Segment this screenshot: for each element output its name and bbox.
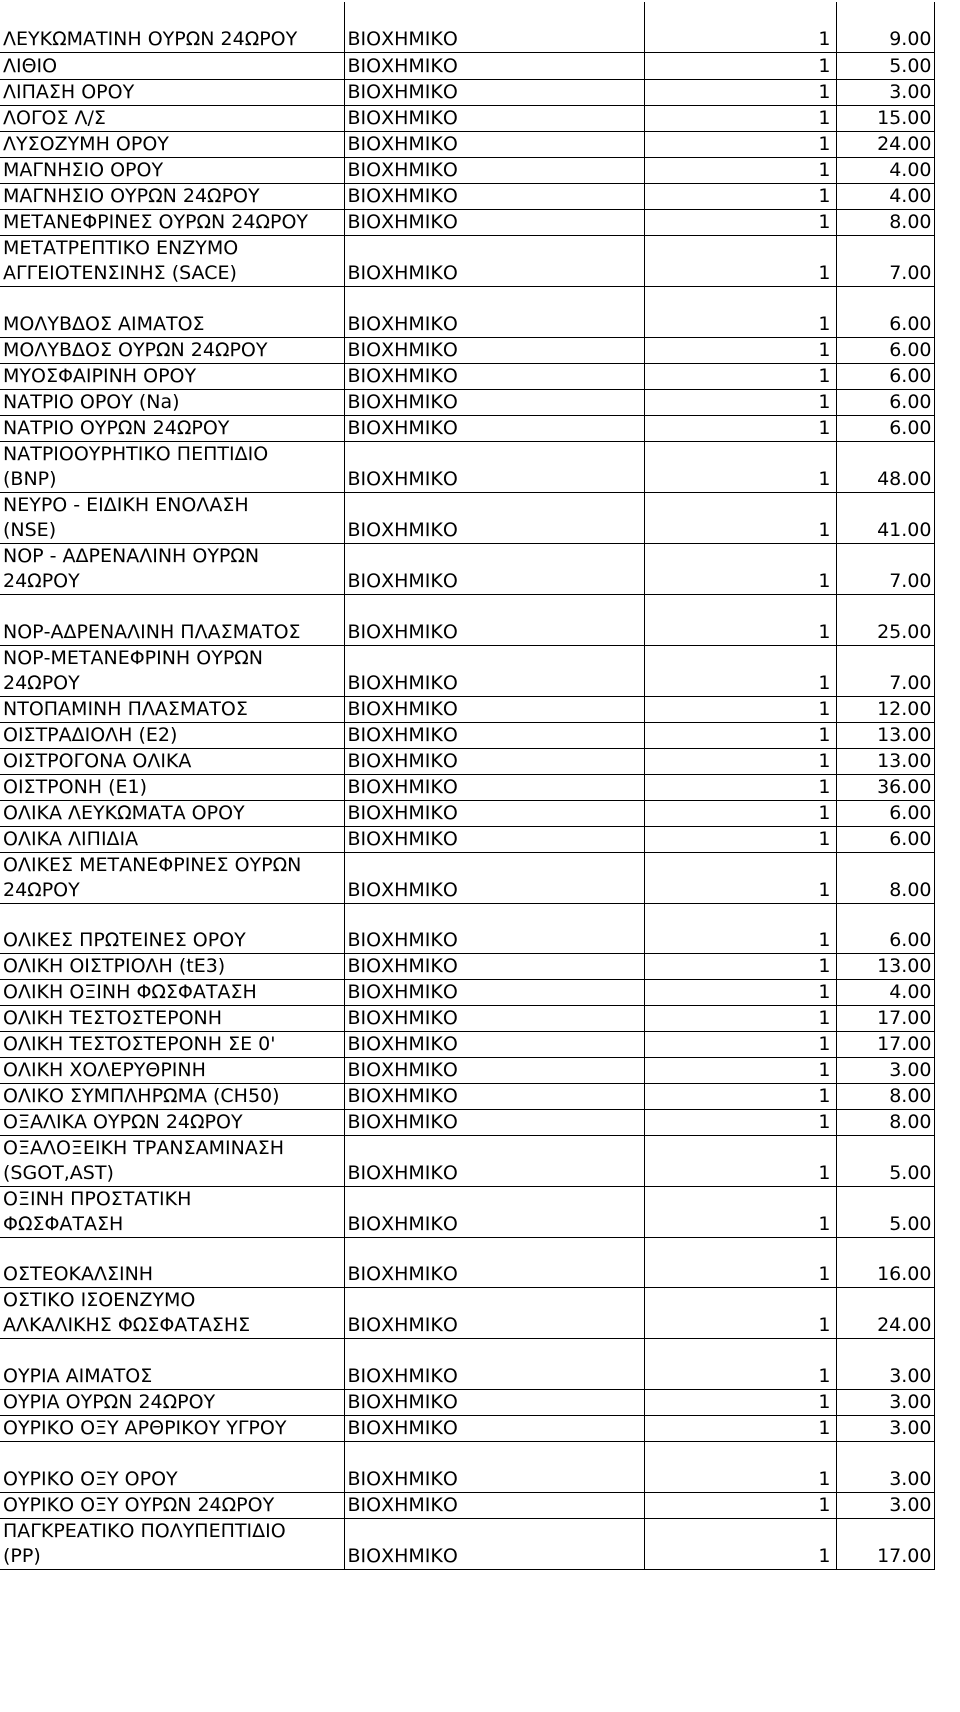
table-row: [0, 1186, 934, 1237]
category-cell: ΒΙΟΧΗΜΙΚΟ: [344, 1031, 644, 1057]
test-name-cell: ΜΕΤΑΝΕΦΡΙΝΕΣ ΟΥΡΩΝ 24ΩΡΟΥ: [0, 209, 344, 235]
quantity-cell: 1: [644, 543, 836, 594]
price-cell: 6.00: [836, 337, 934, 363]
quantity-cell: 1: [644, 1057, 836, 1083]
table-row: [0, 979, 934, 1005]
table-row: [0, 852, 934, 903]
quantity-cell: 1: [644, 209, 836, 235]
quantity-cell: 1: [644, 1441, 836, 1492]
category-cell: ΒΙΟΧΗΜΙΚΟ: [344, 183, 644, 209]
price-cell: 5.00: [836, 52, 934, 79]
category-cell: ΒΙΟΧΗΜΙΚΟ: [344, 748, 644, 774]
price-cell: 13.00: [836, 953, 934, 979]
quantity-cell: 1: [644, 1135, 836, 1186]
test-name-cell: ΜΥΟΣΦΑΙΡΙΝΗ ΟΡΟΥ: [0, 363, 344, 389]
quantity-cell: 1: [644, 492, 836, 543]
category-cell: ΒΙΟΧΗΜΙΚΟ: [344, 979, 644, 1005]
table-row: [0, 774, 934, 800]
lab-tests-price-table: [0, 2, 935, 1570]
category-cell: ΒΙΟΧΗΜΙΚΟ: [344, 441, 644, 492]
test-name-cell: ΟΛΙΚΗ ΧΟΛΕΡΥΘΡΙΝΗ: [0, 1057, 344, 1083]
test-name-cell: ΛΕΥΚΩΜΑΤΙΝΗ ΟΥΡΩΝ 24ΩΡΟΥ: [0, 2, 344, 52]
test-name-cell: ΛΟΓΟΣ Λ/Σ: [0, 105, 344, 131]
quantity-cell: 1: [644, 1338, 836, 1389]
table-row: [0, 800, 934, 826]
quantity-cell: 1: [644, 774, 836, 800]
price-cell: 7.00: [836, 235, 934, 286]
price-cell: 17.00: [836, 1005, 934, 1031]
test-name-cell: ΟΙΣΤΡΟΓΟΝΑ ΟΛΙΚΑ: [0, 748, 344, 774]
quantity-cell: 1: [644, 1109, 836, 1135]
table-row: [0, 903, 934, 953]
price-cell: 25.00: [836, 594, 934, 645]
category-cell: ΒΙΟΧΗΜΙΚΟ: [344, 774, 644, 800]
test-name-cell: ΟΛΙΚΗ ΤΕΣΤΟΣΤΕΡΟΝΗ: [0, 1005, 344, 1031]
category-cell: ΒΙΟΧΗΜΙΚΟ: [344, 337, 644, 363]
quantity-cell: 1: [644, 1031, 836, 1057]
table-row: [0, 953, 934, 979]
category-cell: ΒΙΟΧΗΜΙΚΟ: [344, 363, 644, 389]
table-row: [0, 363, 934, 389]
table-row: [0, 748, 934, 774]
table-row: [0, 1389, 934, 1415]
price-cell: 7.00: [836, 543, 934, 594]
price-cell: 6.00: [836, 286, 934, 337]
test-name-cell: ΝΑΤΡΙΟ ΟΥΡΩΝ 24ΩΡΟΥ: [0, 415, 344, 441]
price-cell: 3.00: [836, 1338, 934, 1389]
table-row: [0, 209, 934, 235]
price-cell: 8.00: [836, 852, 934, 903]
category-cell: ΒΙΟΧΗΜΙΚΟ: [344, 415, 644, 441]
category-cell: ΒΙΟΧΗΜΙΚΟ: [344, 1415, 644, 1441]
category-cell: ΒΙΟΧΗΜΙΚΟ: [344, 645, 644, 696]
category-cell: ΒΙΟΧΗΜΙΚΟ: [344, 1083, 644, 1109]
test-name-cell: ΝΕΥΡΟ - ΕΙΔΙΚΗ ΕΝΟΛΑΣΗ (NSE): [0, 492, 344, 543]
test-name-cell: ΟΙΣΤΡΟΝΗ (Ε1): [0, 774, 344, 800]
category-cell: ΒΙΟΧΗΜΙΚΟ: [344, 157, 644, 183]
table-row: [0, 131, 934, 157]
price-cell: 3.00: [836, 79, 934, 105]
test-name-cell: ΟΞΑΛΙΚΑ ΟΥΡΩΝ 24ΩΡΟΥ: [0, 1109, 344, 1135]
quantity-cell: 1: [644, 389, 836, 415]
quantity-cell: 1: [644, 800, 836, 826]
price-cell: 7.00: [836, 645, 934, 696]
test-name-cell: ΟΞΑΛΟΞΕΙΚΗ ΤΡΑΝΣΑΜΙΝΑΣΗ (SGOT,AST): [0, 1135, 344, 1186]
test-name-cell: ΝΟΡ-ΑΔΡΕΝΑΛΙΝΗ ΠΛΑΣΜΑΤΟΣ: [0, 594, 344, 645]
quantity-cell: 1: [644, 235, 836, 286]
test-name-cell: ΟΞΙΝΗ ΠΡΟΣΤΑΤΙΚΗ ΦΩΣΦΑΤΑΣΗ: [0, 1186, 344, 1237]
category-cell: ΒΙΟΧΗΜΙΚΟ: [344, 1518, 644, 1569]
test-name-cell: ΟΛΙΚΑ ΛΕΥΚΩΜΑΤΑ ΟΡΟΥ: [0, 800, 344, 826]
category-cell: ΒΙΟΧΗΜΙΚΟ: [344, 1109, 644, 1135]
price-cell: 3.00: [836, 1389, 934, 1415]
table-row: [0, 1441, 934, 1492]
quantity-cell: 1: [644, 1389, 836, 1415]
category-cell: ΒΙΟΧΗΜΙΚΟ: [344, 722, 644, 748]
table-row: [0, 1005, 934, 1031]
price-cell: 13.00: [836, 722, 934, 748]
test-name-cell: ΜΕΤΑΤΡΕΠΤΙΚΟ ΕΝΖΥΜΟ ΑΓΓΕΙΟΤΕΝΣΙΝΗΣ (SACE): [0, 235, 344, 286]
category-cell: ΒΙΟΧΗΜΙΚΟ: [344, 1441, 644, 1492]
test-name-cell: ΟΣΤΕΟΚΑΛΣΙΝΗ: [0, 1237, 344, 1287]
table-row: [0, 1083, 934, 1109]
table-row: [0, 826, 934, 852]
price-cell: 8.00: [836, 1109, 934, 1135]
test-name-cell: ΛΙΘΙΟ: [0, 52, 344, 79]
price-cell: 4.00: [836, 157, 934, 183]
quantity-cell: 1: [644, 645, 836, 696]
quantity-cell: 1: [644, 363, 836, 389]
quantity-cell: 1: [644, 852, 836, 903]
price-cell: 3.00: [836, 1492, 934, 1518]
table-row: [0, 441, 934, 492]
test-name-cell: ΝΟΡ - ΑΔΡΕΝΑΛΙΝΗ ΟΥΡΩΝ 24ΩΡΟΥ: [0, 543, 344, 594]
price-cell: 15.00: [836, 105, 934, 131]
category-cell: ΒΙΟΧΗΜΙΚΟ: [344, 1057, 644, 1083]
test-name-cell: ΛΙΠΑΣΗ ΟΡΟΥ: [0, 79, 344, 105]
quantity-cell: 1: [644, 131, 836, 157]
test-name-cell: ΟΛΙΚΕΣ ΜΕΤΑΝΕΦΡΙΝΕΣ ΟΥΡΩΝ 24ΩΡΟΥ: [0, 852, 344, 903]
test-name-cell: ΟΙΣΤΡΑΔΙΟΛΗ (Ε2): [0, 722, 344, 748]
test-name-cell: ΠΑΓΚΡΕΑΤΙΚΟ ΠΟΛΥΠΕΠΤΙΔΙΟ (PP): [0, 1518, 344, 1569]
test-name-cell: ΟΥΡΙΚΟ ΟΞΥ ΟΥΡΩΝ 24ΩΡΟΥ: [0, 1492, 344, 1518]
price-cell: 17.00: [836, 1031, 934, 1057]
price-cell: 6.00: [836, 826, 934, 852]
price-cell: 24.00: [836, 131, 934, 157]
category-cell: ΒΙΟΧΗΜΙΚΟ: [344, 1135, 644, 1186]
test-name-cell: ΟΣΤΙΚΟ ΙΣΟΕΝΖΥΜΟ ΑΛΚΑΛΙΚΗΣ ΦΩΣΦΑΤΑΣΗΣ: [0, 1287, 344, 1338]
price-cell: 3.00: [836, 1057, 934, 1083]
price-cell: 3.00: [836, 1441, 934, 1492]
table-row: [0, 696, 934, 722]
category-cell: ΒΙΟΧΗΜΙΚΟ: [344, 543, 644, 594]
category-cell: ΒΙΟΧΗΜΙΚΟ: [344, 1338, 644, 1389]
category-cell: ΒΙΟΧΗΜΙΚΟ: [344, 286, 644, 337]
quantity-cell: 1: [644, 696, 836, 722]
category-cell: ΒΙΟΧΗΜΙΚΟ: [344, 492, 644, 543]
table-row: [0, 235, 934, 286]
table-row: [0, 415, 934, 441]
price-cell: 13.00: [836, 748, 934, 774]
category-cell: ΒΙΟΧΗΜΙΚΟ: [344, 953, 644, 979]
table-row: [0, 594, 934, 645]
test-name-cell: ΟΛΙΚΗ ΟΞΙΝΗ ΦΩΣΦΑΤΑΣΗ: [0, 979, 344, 1005]
table-row: [0, 1338, 934, 1389]
category-cell: ΒΙΟΧΗΜΙΚΟ: [344, 105, 644, 131]
quantity-cell: 1: [644, 903, 836, 953]
quantity-cell: 1: [644, 1083, 836, 1109]
quantity-cell: 1: [644, 52, 836, 79]
quantity-cell: 1: [644, 79, 836, 105]
price-cell: 4.00: [836, 183, 934, 209]
test-name-cell: ΝΟΡ-ΜΕΤΑΝΕΦΡΙΝΗ ΟΥΡΩΝ 24ΩΡΟΥ: [0, 645, 344, 696]
quantity-cell: 1: [644, 2, 836, 52]
price-cell: 24.00: [836, 1287, 934, 1338]
price-cell: 3.00: [836, 1415, 934, 1441]
quantity-cell: 1: [644, 953, 836, 979]
quantity-cell: 1: [644, 105, 836, 131]
test-name-cell: ΟΥΡΙΑ ΑΙΜΑΤΟΣ: [0, 1338, 344, 1389]
price-cell: 16.00: [836, 1237, 934, 1287]
table-row: [0, 1109, 934, 1135]
table-row: [0, 79, 934, 105]
table-body: [0, 2, 934, 1569]
quantity-cell: 1: [644, 722, 836, 748]
table-row: [0, 389, 934, 415]
category-cell: ΒΙΟΧΗΜΙΚΟ: [344, 389, 644, 415]
quantity-cell: 1: [644, 1237, 836, 1287]
quantity-cell: 1: [644, 1518, 836, 1569]
category-cell: ΒΙΟΧΗΜΙΚΟ: [344, 52, 644, 79]
price-cell: 6.00: [836, 800, 934, 826]
category-cell: ΒΙΟΧΗΜΙΚΟ: [344, 826, 644, 852]
test-name-cell: ΝΤΟΠΑΜΙΝΗ ΠΛΑΣΜΑΤΟΣ: [0, 696, 344, 722]
quantity-cell: 1: [644, 826, 836, 852]
test-name-cell: ΟΛΙΚΕΣ ΠΡΩΤΕΙΝΕΣ ΟΡΟΥ: [0, 903, 344, 953]
price-cell: 8.00: [836, 209, 934, 235]
table-row: [0, 543, 934, 594]
price-cell: 41.00: [836, 492, 934, 543]
category-cell: ΒΙΟΧΗΜΙΚΟ: [344, 1287, 644, 1338]
test-name-cell: ΝΑΤΡΙΟ ΟΡΟΥ (Na): [0, 389, 344, 415]
table-row: [0, 157, 934, 183]
table-row: [0, 1135, 934, 1186]
test-name-cell: ΟΛΙΚΑ ΛΙΠΙΔΙΑ: [0, 826, 344, 852]
test-name-cell: ΟΥΡΙΑ ΟΥΡΩΝ 24ΩΡΟΥ: [0, 1389, 344, 1415]
price-cell: 4.00: [836, 979, 934, 1005]
price-cell: 6.00: [836, 415, 934, 441]
table-row: [0, 1237, 934, 1287]
price-cell: 48.00: [836, 441, 934, 492]
quantity-cell: 1: [644, 1186, 836, 1237]
quantity-cell: 1: [644, 1415, 836, 1441]
quantity-cell: 1: [644, 337, 836, 363]
price-cell: 5.00: [836, 1186, 934, 1237]
quantity-cell: 1: [644, 594, 836, 645]
table-row: [0, 1031, 934, 1057]
quantity-cell: 1: [644, 157, 836, 183]
price-cell: 6.00: [836, 903, 934, 953]
test-name-cell: ΝΑΤΡΙΟΟΥΡΗΤΙΚΟ ΠΕΠΤΙΔΙΟ (BNP): [0, 441, 344, 492]
test-name-cell: ΜΟΛΥΒΔΟΣ ΟΥΡΩΝ 24ΩΡΟΥ: [0, 337, 344, 363]
category-cell: ΒΙΟΧΗΜΙΚΟ: [344, 696, 644, 722]
quantity-cell: 1: [644, 1005, 836, 1031]
table-row: [0, 337, 934, 363]
price-cell: 6.00: [836, 389, 934, 415]
category-cell: ΒΙΟΧΗΜΙΚΟ: [344, 2, 644, 52]
category-cell: ΒΙΟΧΗΜΙΚΟ: [344, 1186, 644, 1237]
quantity-cell: 1: [644, 286, 836, 337]
table-row: [0, 105, 934, 131]
category-cell: ΒΙΟΧΗΜΙΚΟ: [344, 131, 644, 157]
category-cell: ΒΙΟΧΗΜΙΚΟ: [344, 209, 644, 235]
quantity-cell: 1: [644, 1287, 836, 1338]
quantity-cell: 1: [644, 441, 836, 492]
table-row: [0, 183, 934, 209]
test-name-cell: ΟΥΡΙΚΟ ΟΞΥ ΑΡΘΡΙΚΟΥ ΥΓΡΟΥ: [0, 1415, 344, 1441]
price-cell: 17.00: [836, 1518, 934, 1569]
price-cell: 12.00: [836, 696, 934, 722]
price-cell: 8.00: [836, 1083, 934, 1109]
table-row: [0, 492, 934, 543]
test-name-cell: ΟΛΙΚΗ ΟΙΣΤΡΙΟΛΗ (tE3): [0, 953, 344, 979]
table-row: [0, 1415, 934, 1441]
test-name-cell: ΟΛΙΚΗ ΤΕΣΤΟΣΤΕΡΟΝΗ ΣΕ 0': [0, 1031, 344, 1057]
table-row: [0, 645, 934, 696]
quantity-cell: 1: [644, 415, 836, 441]
category-cell: ΒΙΟΧΗΜΙΚΟ: [344, 852, 644, 903]
quantity-cell: 1: [644, 1492, 836, 1518]
quantity-cell: 1: [644, 979, 836, 1005]
category-cell: ΒΙΟΧΗΜΙΚΟ: [344, 1237, 644, 1287]
table-row: [0, 1518, 934, 1569]
table-row: [0, 2, 934, 52]
test-name-cell: ΟΥΡΙΚΟ ΟΞΥ ΟΡΟΥ: [0, 1441, 344, 1492]
test-name-cell: ΟΛΙΚΟ ΣΥΜΠΛΗΡΩΜΑ (CH50): [0, 1083, 344, 1109]
price-cell: 36.00: [836, 774, 934, 800]
table-row: [0, 52, 934, 79]
category-cell: ΒΙΟΧΗΜΙΚΟ: [344, 235, 644, 286]
price-cell: 9.00: [836, 2, 934, 52]
test-name-cell: ΜΟΛΥΒΔΟΣ ΑΙΜΑΤΟΣ: [0, 286, 344, 337]
category-cell: ΒΙΟΧΗΜΙΚΟ: [344, 79, 644, 105]
category-cell: ΒΙΟΧΗΜΙΚΟ: [344, 1389, 644, 1415]
category-cell: ΒΙΟΧΗΜΙΚΟ: [344, 903, 644, 953]
table-row: [0, 286, 934, 337]
price-cell: 6.00: [836, 363, 934, 389]
category-cell: ΒΙΟΧΗΜΙΚΟ: [344, 800, 644, 826]
quantity-cell: 1: [644, 183, 836, 209]
category-cell: ΒΙΟΧΗΜΙΚΟ: [344, 594, 644, 645]
category-cell: ΒΙΟΧΗΜΙΚΟ: [344, 1005, 644, 1031]
table-row: [0, 1287, 934, 1338]
table-row: [0, 722, 934, 748]
quantity-cell: 1: [644, 748, 836, 774]
table-row: [0, 1057, 934, 1083]
price-cell: 5.00: [836, 1135, 934, 1186]
category-cell: ΒΙΟΧΗΜΙΚΟ: [344, 1492, 644, 1518]
test-name-cell: ΜΑΓΝΗΣΙΟ ΟΥΡΩΝ 24ΩΡΟΥ: [0, 183, 344, 209]
table-row: [0, 1492, 934, 1518]
test-name-cell: ΛΥΣΟΖΥΜΗ ΟΡΟΥ: [0, 131, 344, 157]
test-name-cell: ΜΑΓΝΗΣΙΟ ΟΡΟΥ: [0, 157, 344, 183]
